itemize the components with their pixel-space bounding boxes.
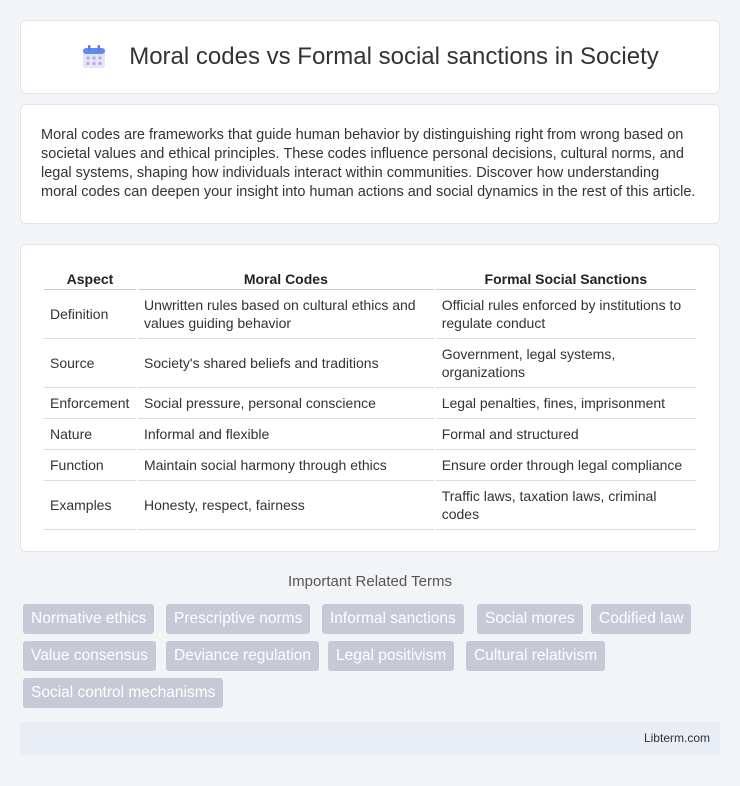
table-cell: Examples [44,481,136,530]
table-row [44,481,696,530]
table-row [44,450,696,481]
table-cell: Informal and flexible [138,419,434,450]
related-term-tag[interactable]: Normative ethics [23,604,154,634]
related-term-tag[interactable]: Cultural relativism [466,641,605,671]
table-cell: Enforcement [44,388,136,419]
table-cell: Ensure order through legal compliance [436,450,696,481]
table-cell: Unwritten rules based on cultural ethics and values guiding behavior [138,290,434,339]
table-cell: Traffic laws, taxation laws, criminal codes [436,481,696,530]
related-term-tag[interactable]: Prescriptive norms [166,604,310,634]
table-row [44,339,696,388]
related-term-tag[interactable]: Deviance regulation [166,641,319,671]
comparison-table-card [20,244,720,552]
table-cell: Social pressure, personal conscience [138,388,434,419]
table-cell: Nature [44,419,136,450]
table-row [44,388,696,419]
footer [20,722,720,755]
table-cell: Function [44,450,136,481]
table-header-cell: Moral Codes [138,266,434,290]
table-cell: Definition [44,290,136,339]
table-cell: Society's shared beliefs and traditions [138,339,434,388]
table-cell: Source [44,339,136,388]
comparison-table [42,266,698,530]
page-title: Moral codes vs Formal social sanctions in Society [129,43,659,70]
table-cell: Formal and structured [436,419,696,450]
table-cell: Maintain social harmony through ethics [138,450,434,481]
table-header-cell: Aspect [44,266,136,290]
related-term-tag[interactable]: Value consensus [23,641,156,671]
table-cell: Legal penalties, fines, imprisonment [436,388,696,419]
related-terms-title: Important Related Terms [288,573,452,590]
related-term-tag[interactable]: Social control mechanisms [23,678,223,708]
table-cell: Honesty, respect, fairness [138,481,434,530]
related-term-tag[interactable]: Legal positivism [328,641,454,671]
table-cell: Government, legal systems, organizations [436,339,696,388]
related-term-tag[interactable]: Informal sanctions [322,604,464,634]
table-row [44,290,696,339]
table-header-cell: Formal Social Sanctions [436,266,696,290]
table-row [44,419,696,450]
table-header-row [44,266,696,290]
footer-site-link[interactable]: Libterm.com [643,731,710,745]
related-term-tag[interactable]: Social mores [477,604,583,634]
intro-text: Moral codes are frameworks that guide human behavior by distinguishing right from wrong based on societal values and ethical principles. These codes influence personal decisions, cultural norms, and legal systems, shaping how individuals interact within communities. Discover how understanding moral codes can deepen your insight into human actions and social dynamics in the rest of this article. [41,127,696,200]
intro-card [20,104,720,224]
header-card [20,20,720,94]
table-cell: Official rules enforced by institutions to regulate conduct [436,290,696,339]
related-term-tag[interactable]: Codified law [591,604,691,634]
calendar-icon [81,44,107,70]
